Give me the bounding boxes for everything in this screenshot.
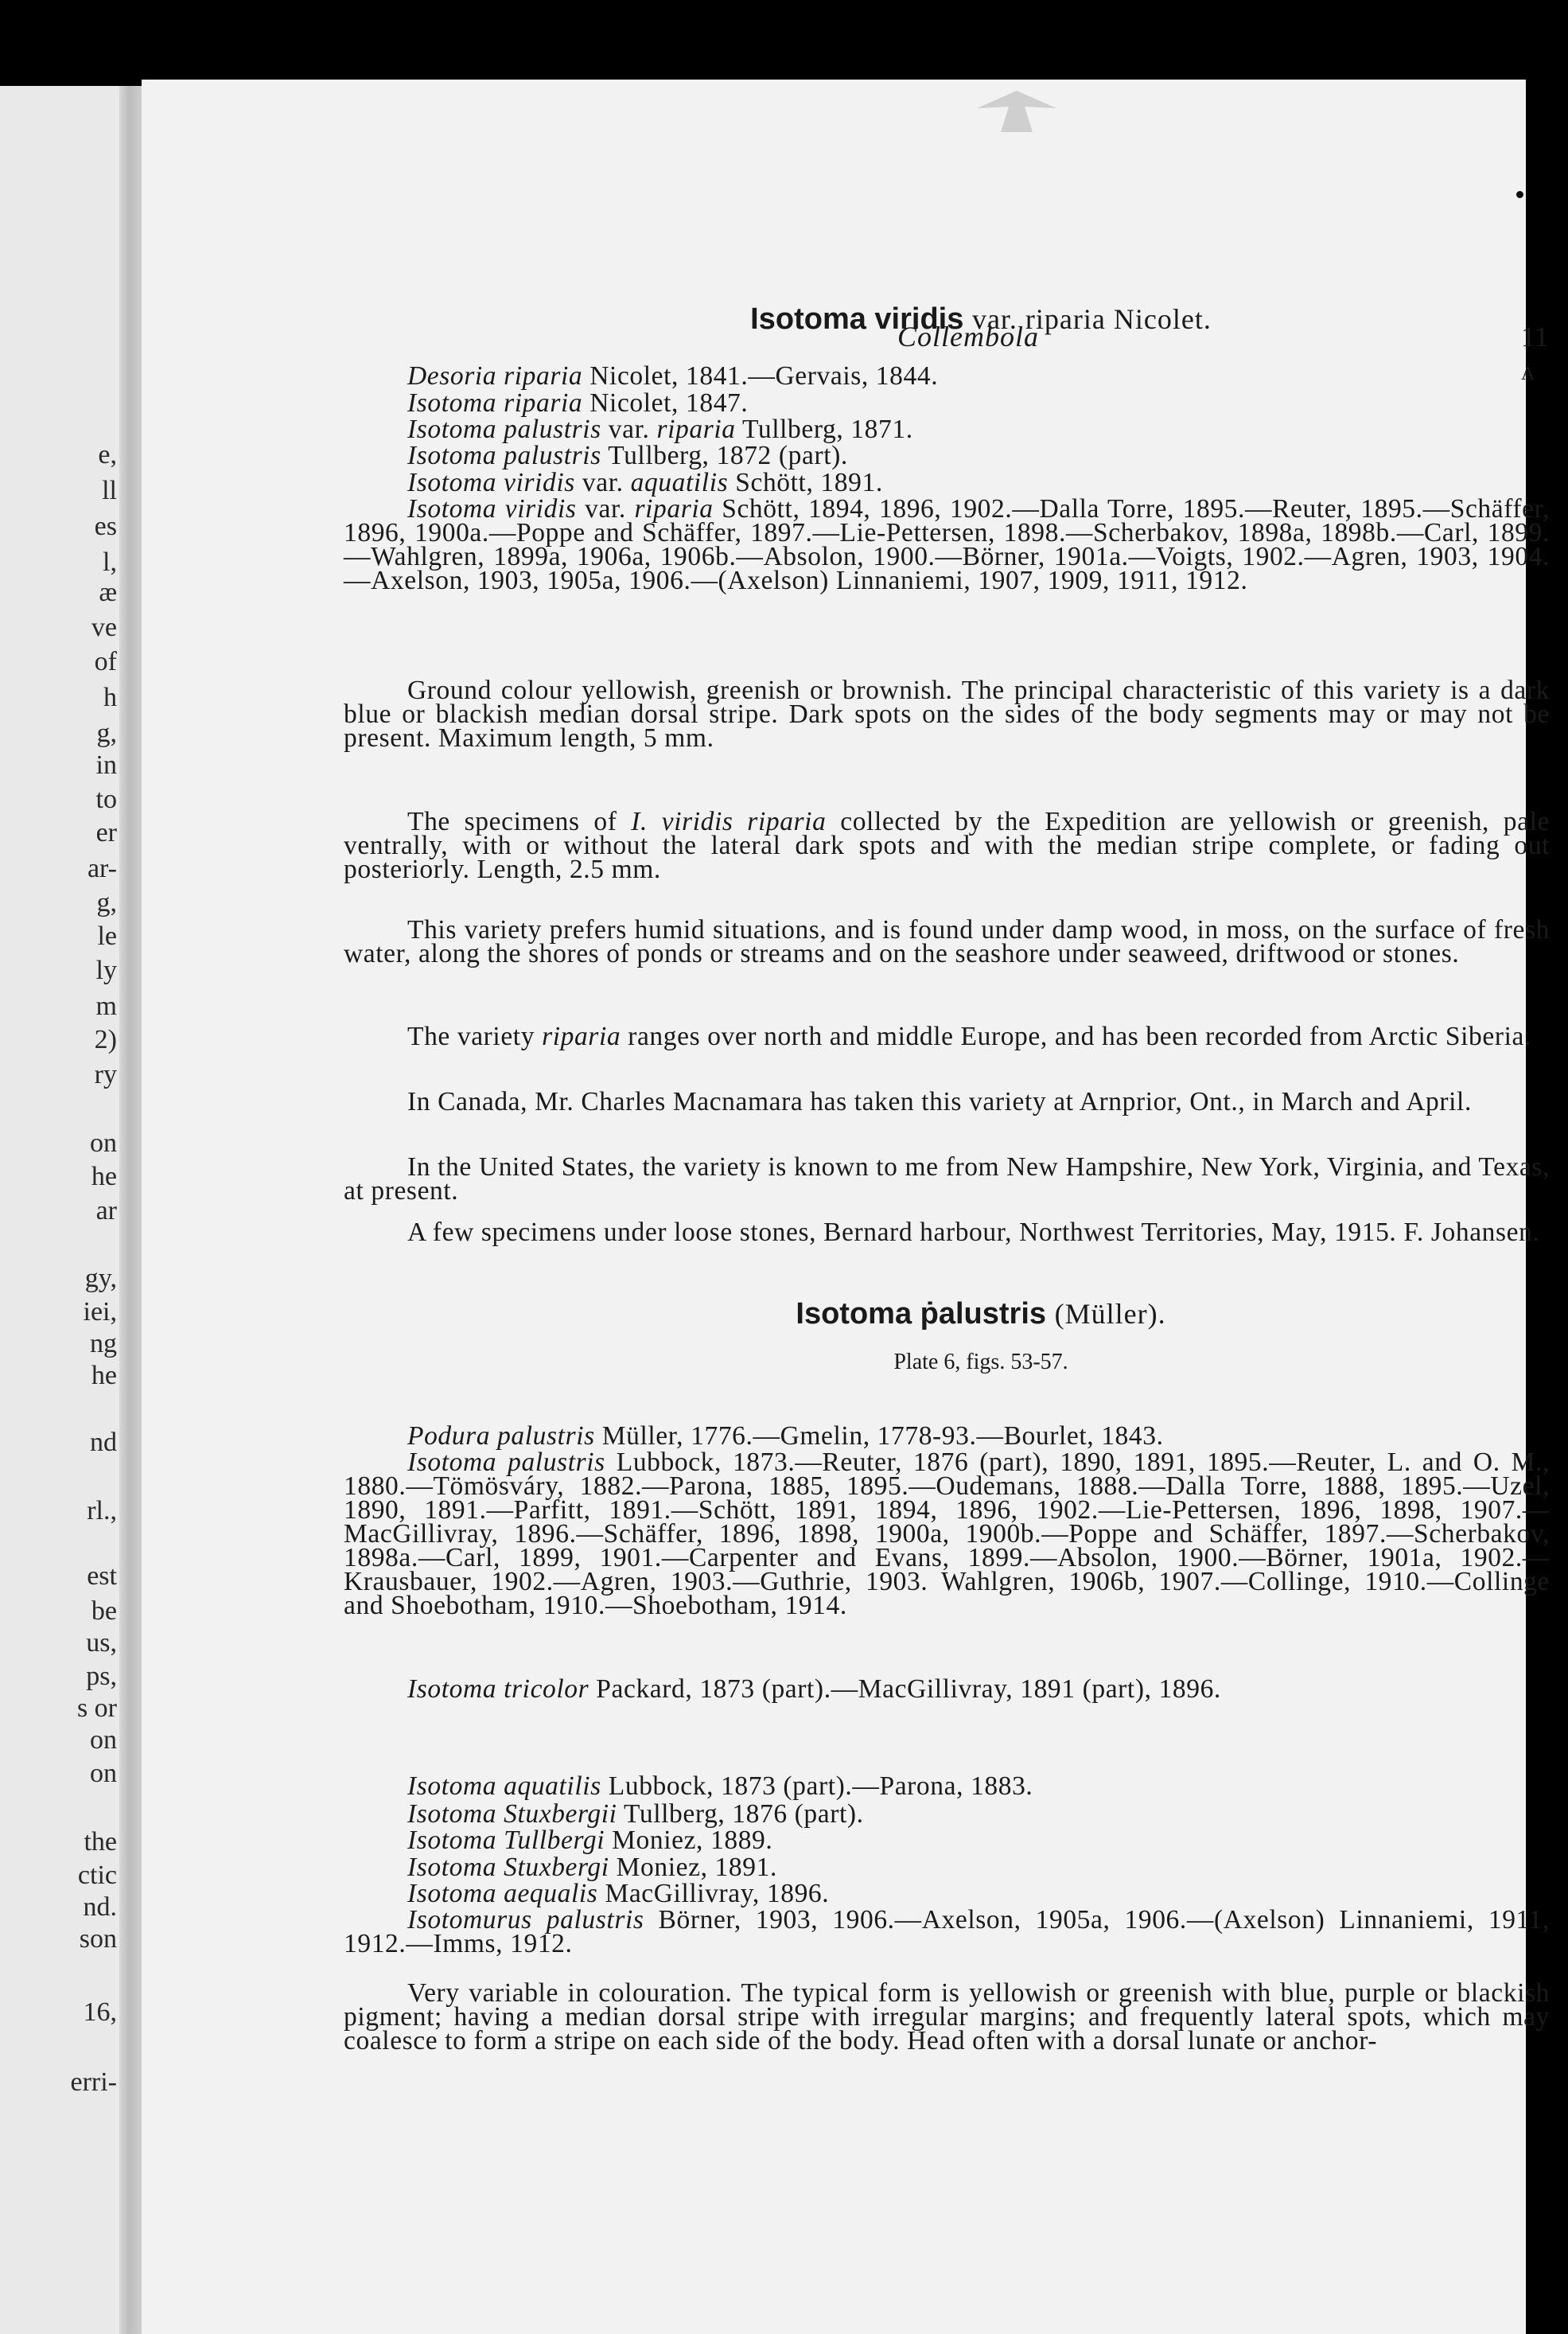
facing-page-text-fragment: gy, [84, 1264, 117, 1293]
synonym-entry: Isotoma palustris var. riparia Tullberg, 1871. [407, 415, 913, 444]
synonym-entry: Desoria riparia Nicolet, 1841.—Gervais, 1844. [407, 361, 939, 391]
facing-page-text-fragment: nd [90, 1428, 117, 1457]
synonym-entry: Isotoma palustris Lubbock, 1873.—Reuter, 1876 (part), 1890, 1891, 1895.—Reuter, L. and O. M., 1880.—Tömösváry, 1882.—Parona, 1885, 1895.—Oudemans, 1888.—Dalla Torre, 1888, 1895.—Uzel, 1890, 1891.—Parfitt, 1891.—Schött, 1891, 1894, 1896, 1902.—Lie-Pettersen, 1896, 1898, 1907.—MacGillivray, 1896.—Schäffer, 1896, 1898, 1900a, 1900b.—Poppe and Schäffer, 1897.—Scherbakov, 1898a.—Carl, 1899, 1901.—Carpenter and Evans, 1899.—Absolon, 1900.—Börner, 1901a, 1902.—Krausbauer, 1902.—Agren, 1903.—Guthrie, 1903. Wahlgren, 1906b, 1907.—Collinge, 1910.—Collinge and Shoebotham, 1910.—Shoebotham, 1914. [344, 1448, 1550, 1620]
synonym-entry: Isotoma Stuxbergii Tullberg, 1876 (part). [407, 1799, 864, 1829]
paragraph: Very variable in colouration. The typical form is yellowish or greenish with blue, purple or blackish pigment; having a median dorsal stripe with irregular margins; and frequently lateral spots, which may coalesce to form a stripe on each side of the body. Head often with a dorsal lunate or anchor- [344, 1978, 1550, 2055]
facing-page-text-fragment: on [90, 1759, 117, 1788]
synonym-entry: Isotoma aquatilis Lubbock, 1873 (part).—Parona, 1883. [407, 1771, 1033, 1801]
facing-page-text-fragment: 16, [83, 1997, 117, 2027]
running-head: Collembola [897, 321, 1039, 353]
document-page [142, 80, 1550, 2334]
facing-page-text-fragment: g, [96, 888, 117, 918]
facing-page-text-fragment: er [95, 818, 117, 847]
paragraph: A few specimens under loose stones, Bernard harbour, Northwest Territories, May, 1915. F. Johansen. [407, 1218, 1540, 1247]
facing-page-text-fragment: ps, [86, 1662, 117, 1691]
paragraph: The specimens of I. viridis riparia collected by the Expedition are yellowish or greenish, pale ventrally, with or without the lateral dark spots and with the median stripe complete, or fading out posteriorly. Length, 2.5 mm. [344, 807, 1550, 884]
facing-page-text-fragment: of [94, 647, 117, 676]
synonym-entry: Isotoma viridis var. aquatilis Schött, 1891. [407, 468, 883, 497]
facing-page-text-fragment: ar [95, 1196, 117, 1225]
facing-page-text-fragment: ar- [87, 854, 117, 883]
facing-page-text-fragment: rl., [87, 1496, 117, 1525]
section-title-palustris: Isotoma ṗalustris (Müller). [796, 1297, 1166, 1331]
facing-page-text-fragment: ly [95, 956, 117, 985]
facing-page-text-fragment: g, [96, 719, 117, 748]
synonym-entry: Isotomurus palustris Börner, 1903, 1906.—Axelson, 1905a, 1906.—(Axelson) Linnaniemi, 1911, 1912.—Imms, 1912. [344, 1905, 1550, 1958]
paragraph: In the United States, the variety is known to me from New Hampshire, New York, Virginia, and Texas, at present. [344, 1152, 1550, 1206]
facing-page-text-fragment: est [87, 1561, 117, 1591]
synonym-entry: Isotoma riparia Nicolet, 1847. [407, 388, 749, 418]
facing-page-text-fragment: iei, [83, 1297, 117, 1327]
page-number: 11 A [1521, 321, 1549, 384]
synonym-entry: Podura palustris Müller, 1776.—Gmelin, 1778-93.—Bourlet, 1843. [407, 1421, 1164, 1451]
facing-page-text-fragment: us, [86, 1628, 117, 1658]
facing-page-text-fragment: ctic [77, 1861, 117, 1890]
facing-page-text-fragment: be [91, 1596, 117, 1626]
facing-page-text-fragment: es [94, 512, 117, 541]
facing-page-text-fragment: erri- [70, 2067, 117, 2097]
synonym-entry: Isotoma Stuxbergi Moniez, 1891. [407, 1853, 777, 1882]
paragraph: The variety riparia ranges over north and middle Europe, and has been recorded from Arctic Siberia. [407, 1022, 1531, 1051]
synonym-entry: Isotoma Tullbergi Moniez, 1889. [407, 1826, 773, 1855]
facing-page-text-fragment: æ [99, 578, 117, 607]
plate-reference: Plate 6, figs. 53-57. [893, 1350, 1068, 1374]
facing-page-text-fragment: e, [98, 440, 117, 470]
ink-dot [1516, 191, 1523, 198]
paragraph: Ground colour yellowish, greenish or brownish. The principal characteristic of this variety is a dark blue or blackish median dorsal stripe. Dark spots on the sides of the body segments may or may not be present. Maximum length, 5 mm. [344, 676, 1550, 753]
facing-page-text-fragment: ve [91, 613, 117, 642]
facing-page-text-fragment: ry [94, 1060, 117, 1089]
facing-page-text-fragment: l, [103, 547, 117, 577]
facing-page-text-fragment: h [103, 683, 117, 712]
synonym-entry: Isotoma tricolor Packard, 1873 (part).—MacGillivray, 1891 (part), 1896. [407, 1674, 1221, 1704]
binding-clip-icon [969, 84, 1064, 156]
facing-page-text-fragment: he [91, 1361, 117, 1390]
facing-page-text-fragment: s or [76, 1693, 117, 1723]
facing-page-text-fragment: to [95, 785, 117, 814]
facing-page-text-fragment: on [90, 1128, 117, 1158]
facing-page-text-fragment: 2) [94, 1025, 117, 1054]
facing-page-text-fragment: m [95, 992, 117, 1021]
facing-page-text-fragment: in [95, 750, 117, 780]
book-gutter [119, 86, 143, 2334]
facing-page-text-fragment: ng [90, 1329, 117, 1358]
synonym-entry: Isotoma aequalis MacGillivray, 1896. [407, 1879, 830, 1908]
paragraph: This variety prefers humid situations, and is found under damp wood, in moss, on the surface of fresh water, along the shores of ponds or streams and on the seashore under seaweed, driftwood or stones. [344, 915, 1550, 968]
facing-page-text-fragment: on [90, 1725, 117, 1755]
facing-page-text-fragment: nd. [83, 1892, 117, 1922]
facing-page-text-fragment: the [84, 1827, 117, 1857]
synonym-entry: Isotoma viridis var. riparia Schött, 1894, 1896, 1902.—Dalla Torre, 1895.—Reuter, 1895.—Schäffer, 1896, 1900a.—Poppe and Schäffer, 1897.—Lie-Pettersen, 1898.—Scherbakov, 1898a, 1898b.—Carl, 1899.—Wahlgren, 1899a, 1906a, 1906b.—Absolon, 1900.—Börner, 1901a.—Voigts, 1902.—Agren, 1903, 1904.—Axelson, 1903, 1905a, 1906.—(Axelson) Linnaniemi, 1907, 1909, 1911, 1912. [344, 494, 1550, 595]
facing-page-text-fragment: ll [102, 476, 117, 505]
facing-page-text-fragment: he [91, 1162, 117, 1191]
facing-page-text-fragment: le [97, 922, 117, 951]
facing-page-fragment [0, 86, 131, 2334]
paragraph: In Canada, Mr. Charles Macnamara has taken this variety at Arnprior, Ont., in March and April. [407, 1087, 1472, 1116]
section-title-viridis: Isotoma viridis var. riparia Nicolet. [750, 302, 1212, 336]
facing-page-text-fragment: son [79, 1924, 117, 1954]
synonym-entry: Isotoma palustris Tullberg, 1872 (part). [407, 441, 848, 470]
